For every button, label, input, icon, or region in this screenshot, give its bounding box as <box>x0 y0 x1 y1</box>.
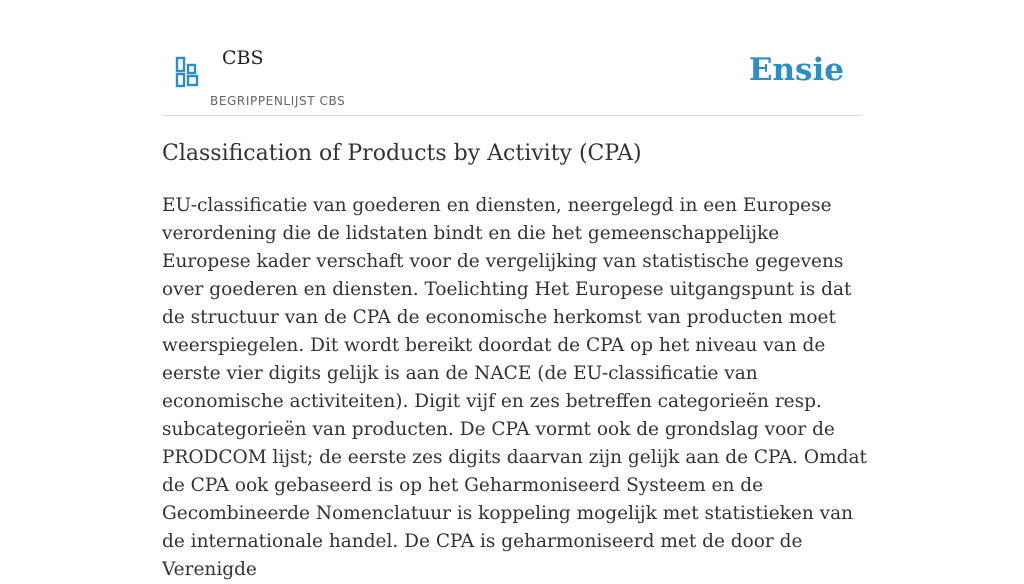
org-name[interactable]: CBS <box>222 47 264 69</box>
page-title: Classification of Products by Activity (CPA) <box>162 141 642 166</box>
definition-text: EU-classificatie van goederen en diensten, neergelegd in een Europese verordening die de lidstaten bindt en die het gemeenschappelijke Europese kader verschaft voor de vergelijking van statistische gegevens over goederen en diensten. Toelichting Het Europese uitgangspunt is dat de structuur van de CPA de economische herkomst van producten moet weerspiegelen. Dit wordt bereikt doordat de CPA op het niveau van de eerste vier digits gelijk is aan de NACE (de EU-classificatie van economische activiteiten). Digit vijf en zes betreffen categorieën resp. subcategorieën van producten. De CPA vormt ook de grondslag voor de PRODCOM lijst; de eerste zes digits daarvan zijn gelijk aan de CPA. Omdat de CPA ook gebaseerd is op het Geharmoniseerd Systeem en de Gecombineerde Nomenclatuur is koppeling mogelijk met statistieken van de internationale handel. De CPA is geharmoniseerd met de door de Verenigde <box>162 195 867 580</box>
glossary-label[interactable]: BEGRIPPENLIJST CBS <box>210 94 346 108</box>
cbs-logo-icon[interactable] <box>174 56 200 88</box>
header <box>162 0 862 116</box>
brand-logo[interactable]: Ensie <box>748 52 844 88</box>
